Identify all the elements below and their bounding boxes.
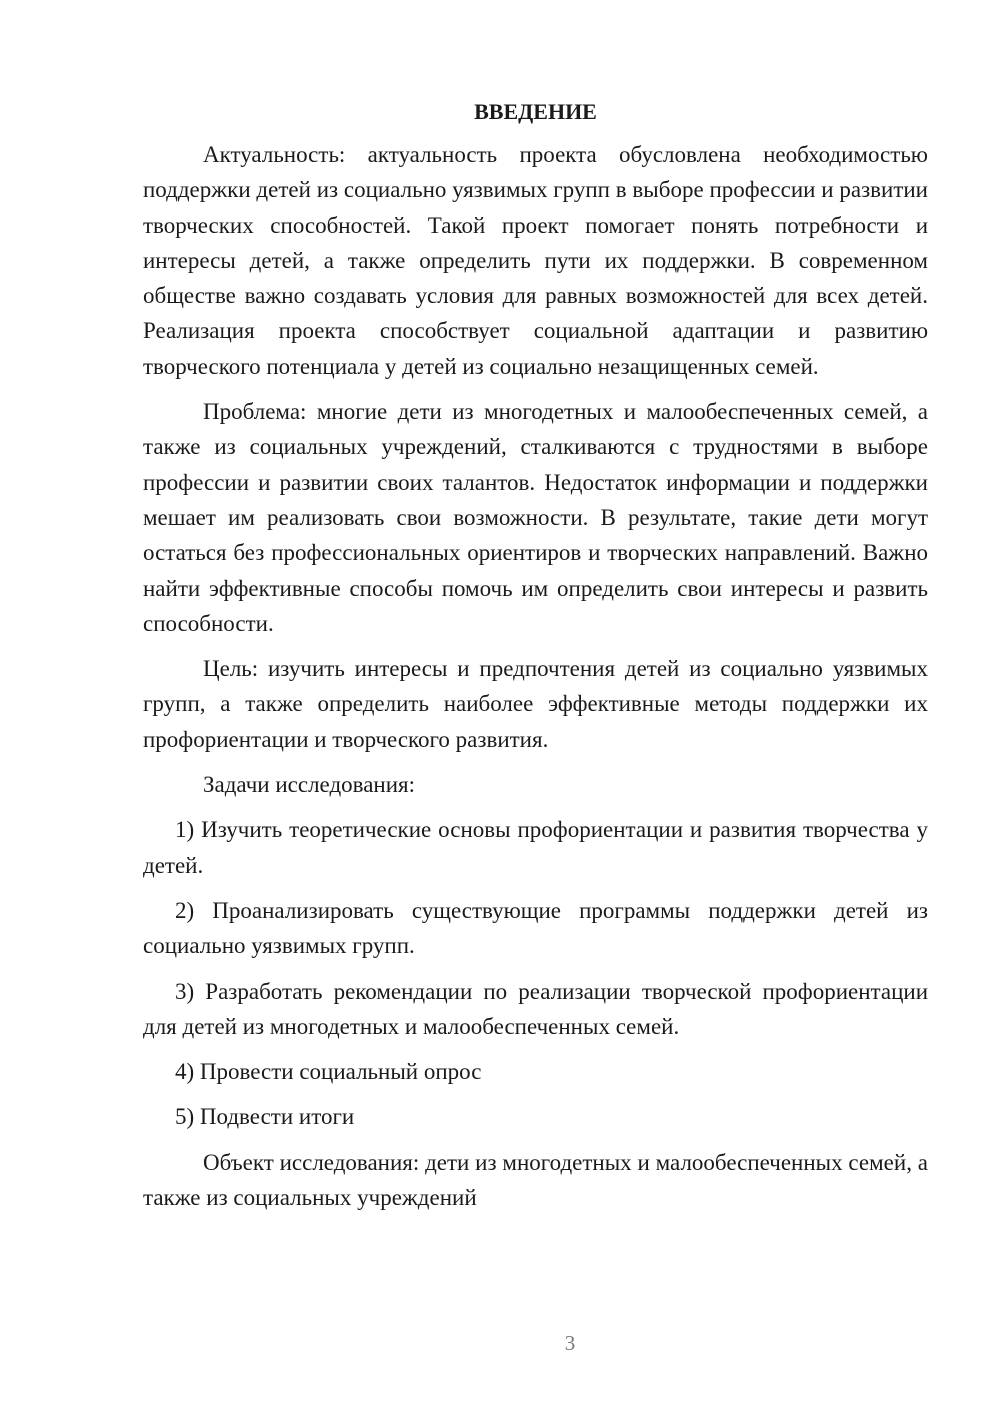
paragraph-problem: Проблема: многие дети из многодетных и малообеспеченных семей, а также из социальных учреждений, сталкиваются с трудностями в выборе профессии и развитии своих талантов. Недостаток информации и поддержки мешает им реализовать свои возможности. В результате, такие дети могут остаться без профессиональных ориентиров и творческих направлений. Важно найти эффективные способы помочь им определить свои интересы и развить способности. xyxy=(143,399,928,636)
paragraph-object: Объект исследования: дети из многодетных и малообеспеченных семей, а также из социальных учреждений xyxy=(143,1149,928,1211)
task-item-5: 5) Подвести итоги xyxy=(175,1104,355,1130)
task-item-1: 1) Изучить теоретические основы профориентации и развития творчества у детей. xyxy=(143,817,928,878)
task-item-3: 3) Разработать рекомендации по реализации творческой профориентации для детей из многодетных и малообеспеченных семей. xyxy=(143,978,928,1039)
paragraph-tasks-heading: Задачи исследования: xyxy=(203,772,416,798)
task-item-4: 4) Провести социальный опрос xyxy=(175,1059,482,1085)
document-body xyxy=(143,97,928,1225)
task-item-2: 2) Проанализировать существующие программы поддержки детей из социально уязвимых групп. xyxy=(143,897,928,959)
page-number: 3 xyxy=(564,1331,576,1355)
paragraph-relevance: Актуальность: актуальность проекта обусловлена необходимостью поддержки детей из социально уязвимых групп в выборе профессии и развитии творческих способностей. Такой проект помогает понять потребности и интересы детей, а также определить пути их поддержки. В современном обществе важно создавать условия для равных возможностей для всех детей. Реализация проекта способствует социальной адаптации и развитию творческого потенциала у детей из социально незащищенных семей. xyxy=(143,142,928,379)
section-title: ВВЕДЕНИЕ xyxy=(474,99,597,124)
paragraph-goal: Цель: изучить интересы и предпочтения детей из социально уязвимых групп, а также определить наиболее эффективные методы поддержки их профориентации и творческого развития. xyxy=(143,656,928,752)
